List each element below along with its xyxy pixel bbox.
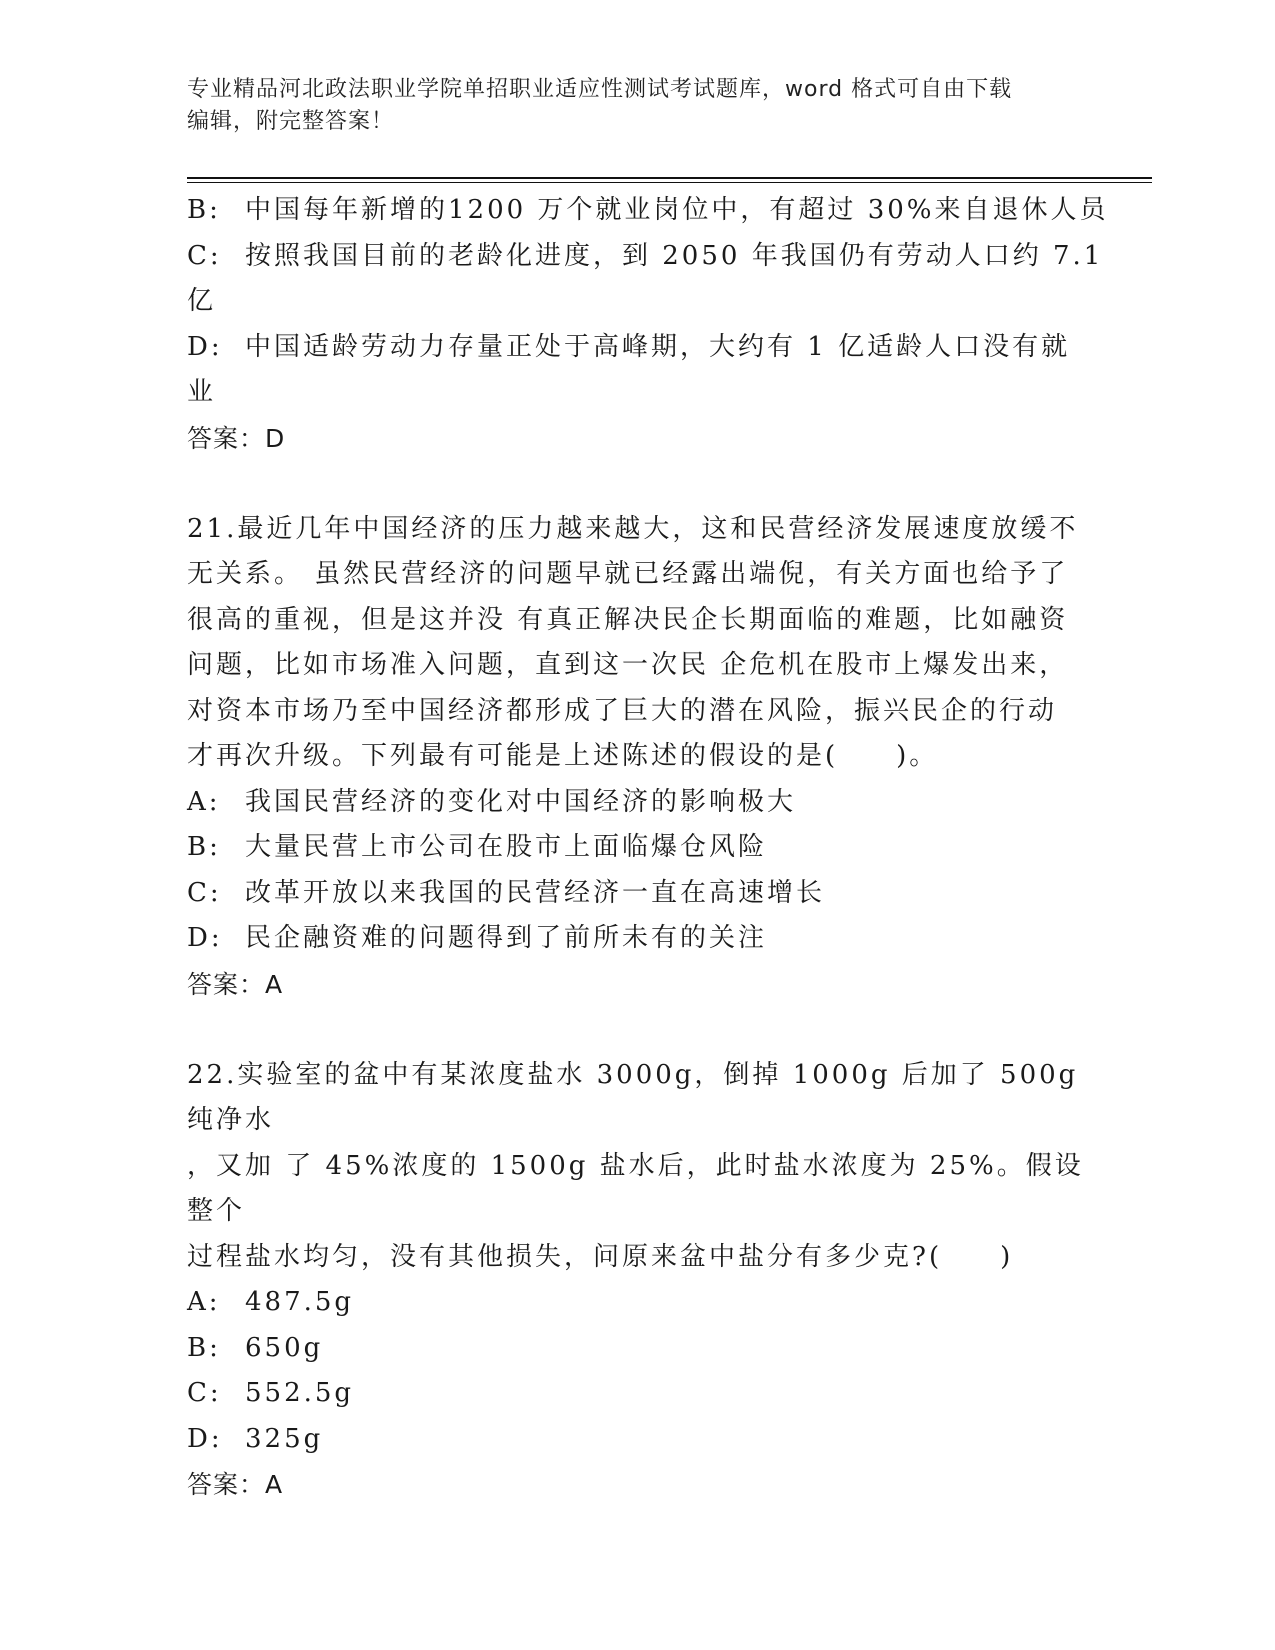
option-text: 中国适龄劳动力存量正处于高峰期，大约有 1 亿适龄人口没有就 [245, 331, 1071, 362]
page-header [187, 74, 1067, 138]
option-letter: C: [187, 1378, 222, 1408]
q21-stem-line: 21.最近几年中国经济的压力越来越大，这和民营经济发展速度放缓不 [187, 513, 1079, 544]
option-text: 650g [245, 1332, 324, 1363]
q21-stem-line: 问题，比如市场准入问题，直到这一次民 企危机在股市上爆发出来， [187, 650, 1069, 680]
option-letter: D: [187, 331, 223, 362]
q22-option-c [187, 1371, 1087, 1417]
q20-option-d [187, 325, 1087, 371]
question-21 [187, 507, 1087, 1008]
option-letter: B: [187, 832, 221, 862]
q21-stem-line: 对资本市场乃至中国经济都形成了巨大的潜在风险，振兴民企的行动 [187, 695, 1058, 726]
option-letter: A: [187, 786, 221, 817]
option-text: 改革开放以来我国的民营经济一直在高速增长 [245, 877, 826, 908]
q20-option-c [187, 234, 1104, 280]
option-text: 487.5g [245, 1287, 355, 1317]
spacer [187, 1007, 1087, 1053]
spacer [187, 461, 1087, 507]
option-letter: B: [187, 195, 221, 225]
q22-stem [187, 1053, 1087, 1281]
option-text: 552.5g [245, 1378, 355, 1408]
q22-stem-line: 过程盐水均匀，没有其他损失，问原来盆中盐分有多少克?( ) [187, 1241, 1014, 1272]
option-letter: D: [187, 1423, 223, 1454]
q21-option-b [187, 825, 1087, 871]
q21-answer: 答案：A [187, 969, 284, 999]
q21-stem-line: 才再次升级。下列最有可能是上述陈述的假设的是( )。 [187, 741, 939, 771]
option-text: 我国民营经济的变化对中国经济的影响极大 [245, 786, 797, 817]
option-letter: C: [187, 877, 222, 908]
option-text: 中国每年新增的1200 万个就业岗位中，有超过 30%来自退休人员 [245, 195, 1109, 225]
q22-answer: 答案：A [187, 1470, 284, 1499]
q21-stem [187, 507, 1087, 780]
question-22 [187, 1053, 1087, 1508]
header-line-2: 编辑，附完整答案！ [187, 109, 395, 134]
header-line-1: 专业精品河北政法职业学院单招职业适应性测试考试题库，word 格式可自由下载 [187, 77, 1013, 102]
header-divider-thin [187, 182, 1152, 183]
q20-option-b [187, 188, 1109, 234]
q22-option-a [187, 1280, 1087, 1326]
q21-stem-line: 无关系。 虽然民营经济的问题早就已经露出端倪，有关方面也给予了 [187, 559, 1069, 589]
header-divider-thick [187, 177, 1152, 179]
document-body [187, 188, 1109, 1508]
q20-answer: 答案：D [187, 423, 286, 453]
q20-option-d-continued: 业 [187, 377, 217, 407]
q21-option-a [187, 780, 1087, 826]
option-text: 325g [245, 1423, 324, 1454]
option-letter: C: [187, 240, 222, 271]
q22-option-b [187, 1326, 1087, 1372]
q21-stem-line: 很高的重视，但是这并没 有真正解决民企长期面临的难题，比如融资 [187, 604, 1069, 635]
q22-stem-line: 22.实验室的盆中有某浓度盐水 3000g，倒掉 1000g 后加了 500g 纯净水 [187, 1059, 1079, 1135]
question-20 [187, 188, 1109, 461]
q21-option-d [187, 916, 1087, 962]
q22-option-d [187, 1417, 1087, 1463]
q21-option-c [187, 871, 1087, 917]
option-text: 民企融资难的问题得到了前所未有的关注 [245, 923, 768, 953]
q22-stem-line: ，又加 了 45%浓度的 1500g 盐水后，此时盐水浓度为 25%。假设整个 [187, 1150, 1084, 1226]
option-letter: D: [187, 923, 223, 953]
option-text: 大量民营上市公司在股市上面临爆仓风险 [245, 832, 768, 862]
q20-option-c-continued: 亿 [187, 286, 217, 316]
option-letter: A: [187, 1287, 221, 1317]
option-text: 按照我国目前的老龄化进度，到 2050 年我国仍有劳动人口约 7.1 [245, 240, 1104, 271]
option-letter: B: [187, 1332, 221, 1363]
